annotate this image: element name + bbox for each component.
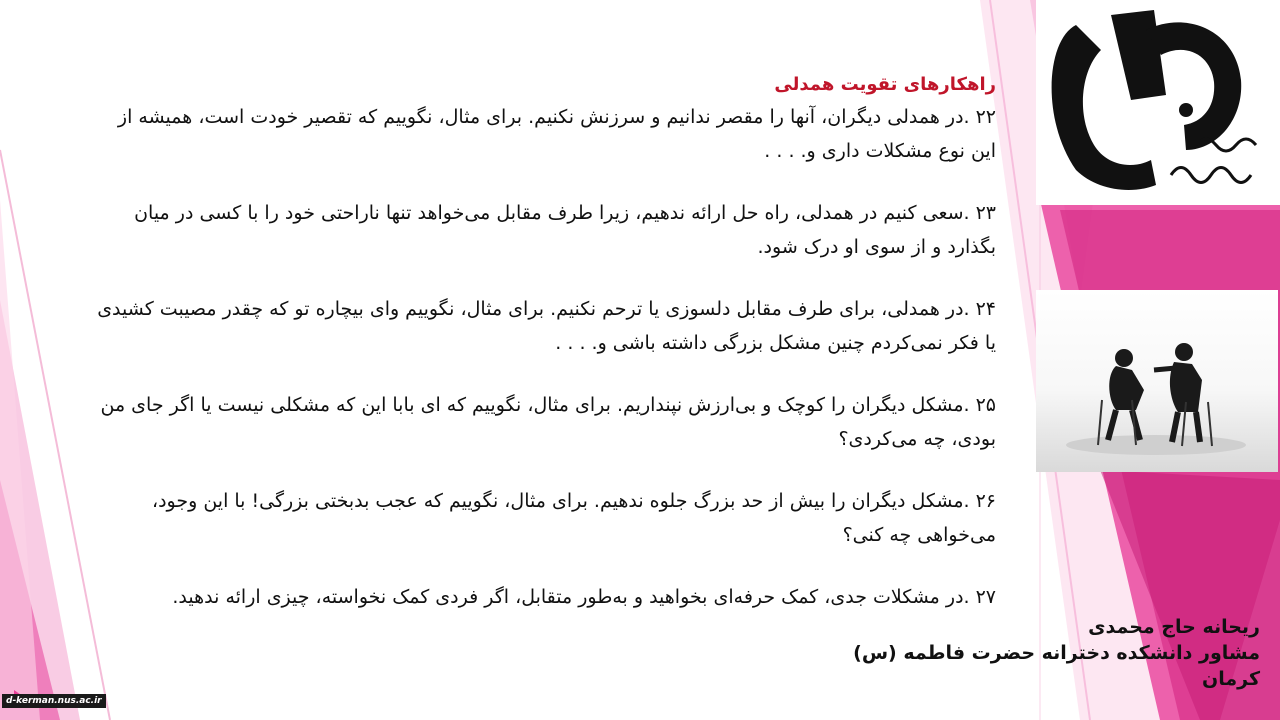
item-number: ۲۴ bbox=[975, 298, 996, 320]
item-text: .مشکل دیگران را کوچک و بی‌ارزش نپنداریم. برای مثال، نگوییم که ای بابا این که مشکلی نیست یا اگر جای من بودی، چه می‌کردی؟ bbox=[100, 394, 996, 450]
signature-block bbox=[853, 614, 1260, 692]
item-text: .در مشکلات جدی، کمک حرفه‌ای بخواهید و به‌طور متقابل، اگر فردی کمک نخواسته، چیزی ارائه ندهید. bbox=[172, 586, 970, 608]
main-content bbox=[96, 72, 996, 642]
item-number: ۲۵ bbox=[975, 394, 996, 416]
author-role: مشاور دانشکده دخترانه حضرت فاطمه (س) bbox=[853, 642, 1260, 664]
list-item bbox=[96, 388, 996, 456]
author-city: کرمان bbox=[1202, 668, 1260, 690]
item-text: .در همدلی دیگران، آنها را مقصر ندانیم و سرزنش نکنیم. برای مثال، نگوییم که تقصیر خودت است، همیشه از این نوع مشکلات داری و. . . . bbox=[117, 106, 996, 162]
list-item bbox=[96, 100, 996, 168]
university-logo bbox=[1036, 0, 1280, 205]
author-name: ریحانه حاج محمدی bbox=[1088, 616, 1260, 638]
list-item bbox=[96, 484, 996, 552]
item-number: ۲۶ bbox=[975, 490, 996, 512]
list-item bbox=[96, 196, 996, 264]
heading: راهکارهای تقویت همدلی bbox=[774, 74, 996, 95]
item-text: .در همدلی، برای طرف مقابل دلسوزی یا ترحم نکنیم. برای مثال، نگوییم وای بیچاره تو که چقدر مصیبت کشیدی یا فکر نمی‌کردم چنین مشکل بزرگی داشته باشی و. . . . bbox=[97, 298, 996, 354]
item-text: .مشکل دیگران را بیش از حد بزرگ جلوه ندهیم. برای مثال، نگوییم که عجب بدبختی بزرگی! با این وجود، می‌خواهی چه کنی؟ bbox=[151, 490, 996, 546]
item-number: ۲۷ bbox=[975, 586, 996, 608]
list-item bbox=[96, 292, 996, 360]
consoling-people-photo bbox=[1036, 290, 1278, 472]
list-item bbox=[96, 580, 996, 614]
item-text: .سعی کنیم در همدلی، راه حل ارائه ندهیم، زیرا طرف مقابل می‌خواهد تنها ناراحتی خود را با کسی در میان بگذارد و از سوی او درک شود. bbox=[134, 202, 996, 258]
item-number: ۲۳ bbox=[975, 202, 996, 224]
item-number: ۲۲ bbox=[975, 106, 996, 128]
footer-url[interactable]: d-kerman.nus.ac.ir bbox=[2, 694, 106, 708]
